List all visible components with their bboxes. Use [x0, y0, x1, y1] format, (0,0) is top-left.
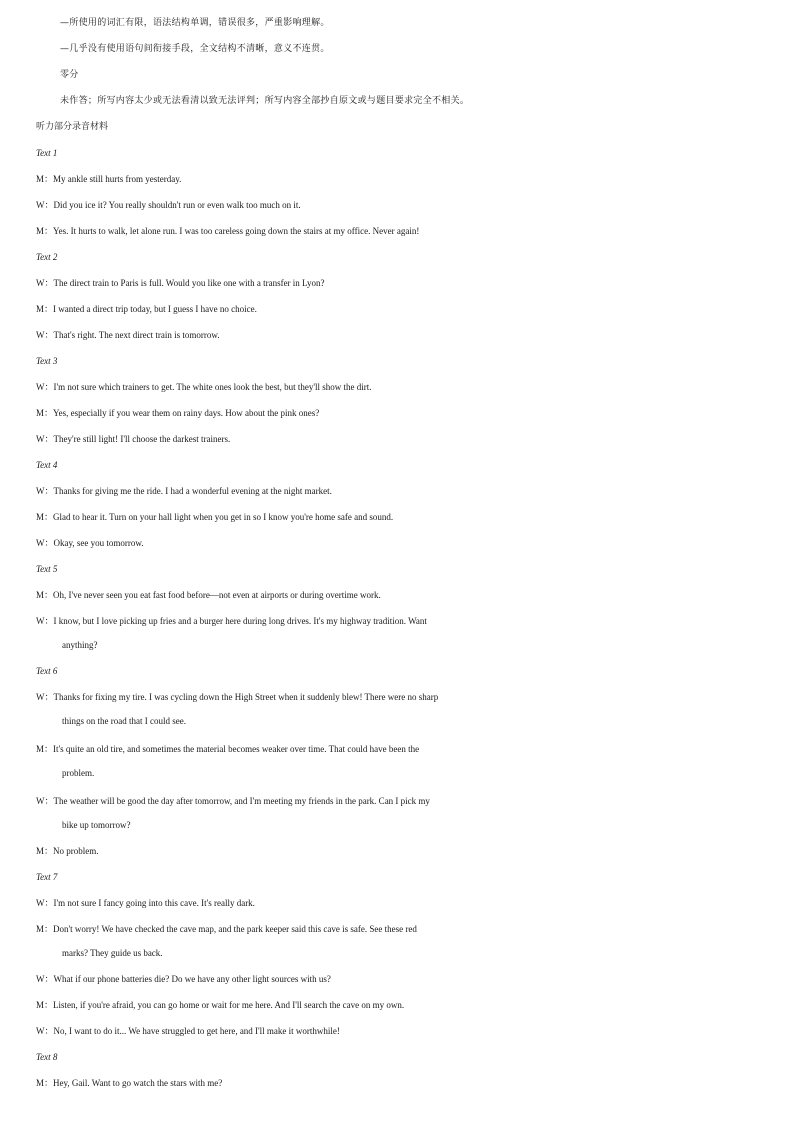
utterance: What if our phone batteries die? Do we have any other light sources with us? [53, 974, 331, 984]
scoring-item-2: —几乎没有使用语句间衔接手段，全文结构不清晰，意义不连贯。 [60, 44, 330, 54]
speaker: W： [36, 434, 54, 444]
utterance: That's right. The next direct train is tomorrow. [53, 330, 220, 340]
speaker: M： [36, 924, 54, 934]
speaker: W： [36, 616, 54, 626]
speaker: W： [36, 382, 54, 392]
zero-score-title: 零分 [60, 70, 79, 80]
speaker: M： [36, 408, 54, 418]
dialogue-line [0, 894, 800, 912]
utterance: The weather will be good the day after tomorrow, and I'm meeting my friends in the park. Can I pick my [53, 796, 430, 806]
dialogue-line [0, 996, 800, 1014]
utterance: Glad to hear it. Turn on your hall light when you get in so I know you're home safe and sound. [53, 512, 394, 522]
dialogue-line [0, 920, 800, 938]
utterance: I'm not sure I fancy going into this cave. It's really dark. [53, 898, 255, 908]
speaker: W： [36, 692, 54, 702]
dialogue-line [0, 274, 800, 292]
text-3-label: Text 3 [36, 356, 58, 366]
dialogue-line [0, 586, 800, 604]
dialogue-line [0, 1022, 800, 1040]
speaker: M： [36, 744, 54, 754]
dialogue-line [0, 740, 800, 758]
speaker: W： [36, 1026, 54, 1036]
speaker: W： [36, 974, 54, 984]
text-5-label: Text 5 [36, 564, 58, 574]
dialogue-continuation: things on the road that I could see. [62, 716, 186, 726]
speaker: W： [36, 330, 54, 340]
text-8-label: Text 8 [36, 1052, 58, 1062]
dialogue-line [0, 170, 800, 188]
speaker: M： [36, 226, 54, 236]
utterance: Yes. It hurts to walk, let alone run. I was too careless going down the stairs at my office. Never again! [53, 226, 420, 236]
utterance: Hey, Gail. Want to go watch the stars with me? [53, 1078, 223, 1088]
speaker: W： [36, 898, 54, 908]
speaker: M： [36, 846, 54, 856]
speaker: M： [36, 1000, 54, 1010]
utterance: Thanks for giving me the ride. I had a wonderful evening at the night market. [53, 486, 332, 496]
text-6-label: Text 6 [36, 666, 58, 676]
dialogue-line [0, 404, 800, 422]
utterance: Okay, see you tomorrow. [53, 538, 144, 548]
text-2-label: Text 2 [36, 252, 58, 262]
utterance: I know, but I love picking up fries and a burger here during long drives. It's my highway tradition. Want [53, 616, 427, 626]
utterance: I'm not sure which trainers to get. The white ones look the best, but they'll show the dirt. [53, 382, 372, 392]
speaker: M： [36, 512, 54, 522]
speaker: M： [36, 304, 54, 314]
dialogue-line [0, 688, 800, 706]
speaker: M： [36, 1078, 54, 1088]
dialogue-line [0, 300, 800, 318]
speaker: W： [36, 486, 54, 496]
utterance: No, I want to do it... We have struggled to get here, and I'll make it worthwhile! [53, 1026, 340, 1036]
utterance: Did you ice it? You really shouldn't run or even walk too much on it. [53, 200, 301, 210]
dialogue-line [0, 1074, 800, 1092]
dialogue-line [0, 482, 800, 500]
dialogue-line [0, 326, 800, 344]
dialogue-continuation: anything? [62, 640, 98, 650]
speaker: M： [36, 590, 54, 600]
dialogue-line [0, 196, 800, 214]
speaker: W： [36, 278, 54, 288]
dialogue-line [0, 842, 800, 860]
text-1-label: Text 1 [36, 148, 58, 158]
dialogue-line [0, 970, 800, 988]
utterance: The direct train to Paris is full. Would you like one with a transfer in Lyon? [53, 278, 325, 288]
section-title: 听力部分录音材料 [36, 122, 109, 132]
utterance: I wanted a direct trip today, but I guess I have no choice. [53, 304, 257, 314]
utterance: Oh, I've never seen you eat fast food before—not even at airports or during overtime work. [53, 590, 381, 600]
utterance: They're still light! I'll choose the darkest trainers. [53, 434, 231, 444]
zero-score-description: 未作答；所写内容太少或无法看清以致无法评判；所写内容全部抄自原文或与题目要求完全不相关。 [60, 96, 470, 106]
utterance: No problem. [53, 846, 99, 856]
dialogue-line [0, 508, 800, 526]
dialogue-continuation: problem. [62, 768, 95, 778]
utterance: My ankle still hurts from yesterday. [53, 174, 182, 184]
speaker: W： [36, 200, 54, 210]
speaker: W： [36, 796, 54, 806]
text-4-label: Text 4 [36, 460, 58, 470]
dialogue-continuation: marks? They guide us back. [62, 948, 163, 958]
utterance: Listen, if you're afraid, you can go home or wait for me here. And I'll search the cave on my own. [53, 1000, 405, 1010]
speaker: W： [36, 538, 54, 548]
utterance: Thanks for fixing my tire. I was cycling down the High Street when it suddenly blew! There were no sharp [53, 692, 439, 702]
utterance: Don't worry! We have checked the cave map, and the park keeper said this cave is safe. See these red [53, 924, 417, 934]
dialogue-continuation: bike up tomorrow? [62, 820, 131, 830]
utterance: Yes, especially if you wear them on rainy days. How about the pink ones? [53, 408, 320, 418]
dialogue-line [0, 792, 800, 810]
dialogue-line [0, 378, 800, 396]
dialogue-line [0, 430, 800, 448]
utterance: It's quite an old tire, and sometimes the material becomes weaker over time. That could have been the [53, 744, 420, 754]
dialogue-line [0, 612, 800, 630]
dialogue-line [0, 534, 800, 552]
scoring-item-1: —所使用的词汇有限，语法结构单调，错误很多，严重影响理解。 [60, 18, 330, 28]
dialogue-line [0, 222, 800, 240]
speaker: M： [36, 174, 54, 184]
text-7-label: Text 7 [36, 872, 58, 882]
